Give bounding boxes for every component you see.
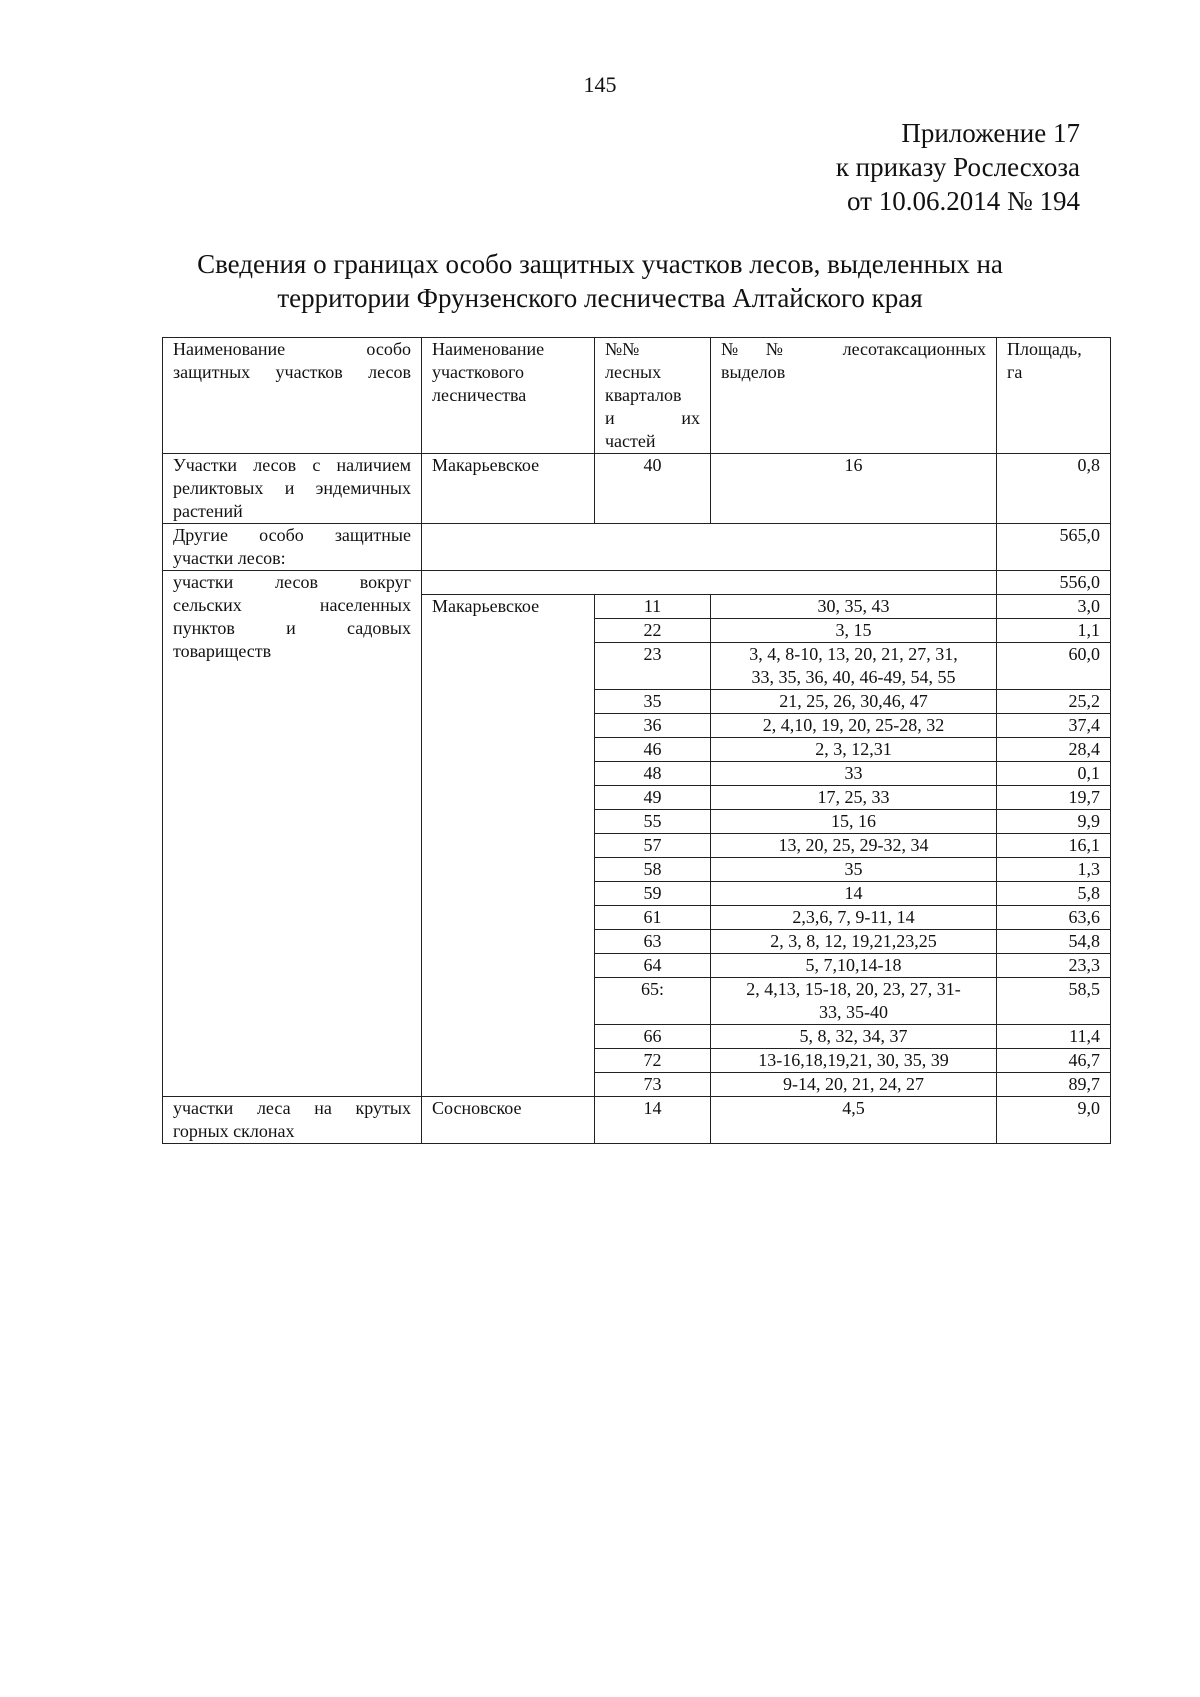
area-cell: 1,1 <box>997 619 1111 643</box>
plots-cell <box>711 810 997 834</box>
area-cell: 3,0 <box>997 595 1111 619</box>
area-cell: 19,7 <box>997 786 1111 810</box>
area-cell: 23,3 <box>997 954 1111 978</box>
empty-cell <box>422 571 997 595</box>
header-row <box>163 338 1111 454</box>
quarter-cell: 22 <box>595 619 711 643</box>
quarter-cell: 58 <box>595 858 711 882</box>
area-cell: 5,8 <box>997 882 1111 906</box>
plots-cell <box>711 906 997 930</box>
plots-line: 13-16,18,19,21, 30, 35, 39 <box>758 1050 949 1070</box>
area-cell: 63,6 <box>997 906 1111 930</box>
area-cell: 1,3 <box>997 858 1111 882</box>
plots-line: 5, 7,10,14-18 <box>805 955 902 975</box>
plots-line: 2, 4,10, 19, 20, 25-28, 32 <box>762 715 945 735</box>
appendix-line: Приложение 17 <box>901 118 1080 148</box>
page-number: 145 <box>583 72 617 97</box>
quarter-cell: 73 <box>595 1073 711 1097</box>
plots-cell <box>711 690 997 714</box>
quarter-cell: 59 <box>595 882 711 906</box>
header-area: Площадь, га <box>997 338 1111 454</box>
area-cell: 54,8 <box>997 930 1111 954</box>
area-cell: 0,8 <box>997 454 1111 524</box>
quarter-cell: 35 <box>595 690 711 714</box>
plots-line: 17, 25, 33 <box>817 787 890 807</box>
plots-line: 15, 16 <box>831 811 876 831</box>
quarter-cell: 64 <box>595 954 711 978</box>
quarter-cell: 72 <box>595 1049 711 1073</box>
plots-cell <box>711 978 997 1025</box>
area-cell: 58,5 <box>997 978 1111 1025</box>
quarter-cell: 66 <box>595 1025 711 1049</box>
forestry-cell: Сосновское <box>422 1097 595 1144</box>
forestry-cell: Макарьевское <box>422 454 595 524</box>
area-cell: 9,9 <box>997 810 1111 834</box>
document-title <box>150 247 1050 315</box>
area-cell: 0,1 <box>997 762 1111 786</box>
area-cell: 11,4 <box>997 1025 1111 1049</box>
plots-cell <box>711 954 997 978</box>
area-cell: 89,7 <box>997 1073 1111 1097</box>
area-cell: 60,0 <box>997 643 1111 690</box>
plots-line: 2, 3, 12,31 <box>815 739 892 759</box>
appendix-reference <box>836 116 1080 218</box>
plots-line: 21, 25, 26, 30,46, 47 <box>779 691 928 711</box>
area-cell: 16,1 <box>997 834 1111 858</box>
plots-line: 3, 15 <box>835 620 872 640</box>
plots-cell <box>711 595 997 619</box>
area-cell: 9,0 <box>997 1097 1111 1144</box>
plots-cell <box>711 714 997 738</box>
quarter-cell: 23 <box>595 643 711 690</box>
header-plots: №№ лесотаксационных выделов <box>711 338 997 454</box>
quarter-cell: 36 <box>595 714 711 738</box>
area-cell: 46,7 <box>997 1049 1111 1073</box>
appendix-line: к приказу Рослесхоза <box>835 152 1080 182</box>
plots-line: 2,3,6, 7, 9-11, 14 <box>792 907 915 927</box>
area-name-cell: участки лесов вокруг сельских населенных пунктов и садовых товариществ <box>163 571 422 1097</box>
quarter-cell: 48 <box>595 762 711 786</box>
quarter-cell: 49 <box>595 786 711 810</box>
quarter-cell: 46 <box>595 738 711 762</box>
plots-cell <box>711 858 997 882</box>
quarter-cell: 57 <box>595 834 711 858</box>
plots-line: 35 <box>844 859 863 879</box>
plots-line: 2, 3, 8, 12, 19,21,23,25 <box>770 931 937 951</box>
plots-line: 30, 35, 43 <box>817 596 890 616</box>
area-cell: 565,0 <box>997 524 1111 571</box>
quarter-cell: 63 <box>595 930 711 954</box>
area-cell: 37,4 <box>997 714 1111 738</box>
table-row <box>163 524 1111 571</box>
forestry-cell: Макарьевское <box>422 595 595 1097</box>
area-name-cell: участки леса на крутых горных склонах <box>163 1097 422 1144</box>
plots-cell <box>711 930 997 954</box>
header-forestry: Наименование участкового лесничества <box>422 338 595 454</box>
plots-cell <box>711 762 997 786</box>
plots-line: 33, 35-40 <box>819 1002 888 1022</box>
empty-cell <box>422 524 997 571</box>
plots-line: 5, 8, 32, 34, 37 <box>799 1026 908 1046</box>
plots-cell: 16 <box>711 454 997 524</box>
title-line: территории Фрунзенского лесничества Алтайского края <box>277 283 923 313</box>
plots-line: 2, 4,13, 15-18, 20, 23, 27, 31- <box>746 979 961 999</box>
plots-line: 14 <box>844 883 863 903</box>
plots-cell <box>711 882 997 906</box>
quarter-cell: 55 <box>595 810 711 834</box>
area-name-cell: Другие особо защитные участки лесов: <box>163 524 422 571</box>
area-name-cell: Участки лесов с наличием реликтовых и эндемичных растений <box>163 454 422 524</box>
header-quarters: №№ лесных кварталов и их частей <box>595 338 711 454</box>
quarter-cell: 14 <box>595 1097 711 1144</box>
plots-cell <box>711 786 997 810</box>
area-cell: 556,0 <box>997 571 1111 595</box>
plots-line: 13, 20, 25, 29-32, 34 <box>778 835 929 855</box>
plots-cell <box>711 643 997 690</box>
plots-line: 33, 35, 36, 40, 46-49, 54, 55 <box>751 667 956 687</box>
table-row <box>163 1097 1111 1144</box>
quarter-cell: 40 <box>595 454 711 524</box>
plots-cell <box>711 1049 997 1073</box>
quarter-cell: 61 <box>595 906 711 930</box>
plots-cell <box>711 619 997 643</box>
header-area-name: Наименование особо защитных участков лесов <box>163 338 422 454</box>
table-row <box>163 454 1111 524</box>
plots-line: 33 <box>844 763 863 783</box>
plots-line: 9-14, 20, 21, 24, 27 <box>783 1074 924 1094</box>
plots-cell <box>711 1025 997 1049</box>
area-cell: 28,4 <box>997 738 1111 762</box>
quarter-cell: 65: <box>595 978 711 1025</box>
area-cell: 25,2 <box>997 690 1111 714</box>
plots-cell: 4,5 <box>711 1097 997 1144</box>
title-line: Сведения о границах особо защитных участков лесов, выделенных на <box>197 249 1003 279</box>
plots-cell <box>711 834 997 858</box>
table-row <box>163 571 1111 595</box>
quarter-cell: 11 <box>595 595 711 619</box>
plots-line: 3, 4, 8-10, 13, 20, 21, 27, 31, <box>749 644 958 664</box>
plots-cell <box>711 738 997 762</box>
plots-cell <box>711 1073 997 1097</box>
protected-areas-table <box>162 337 1111 1144</box>
appendix-line: от 10.06.2014 № 194 <box>847 186 1080 216</box>
